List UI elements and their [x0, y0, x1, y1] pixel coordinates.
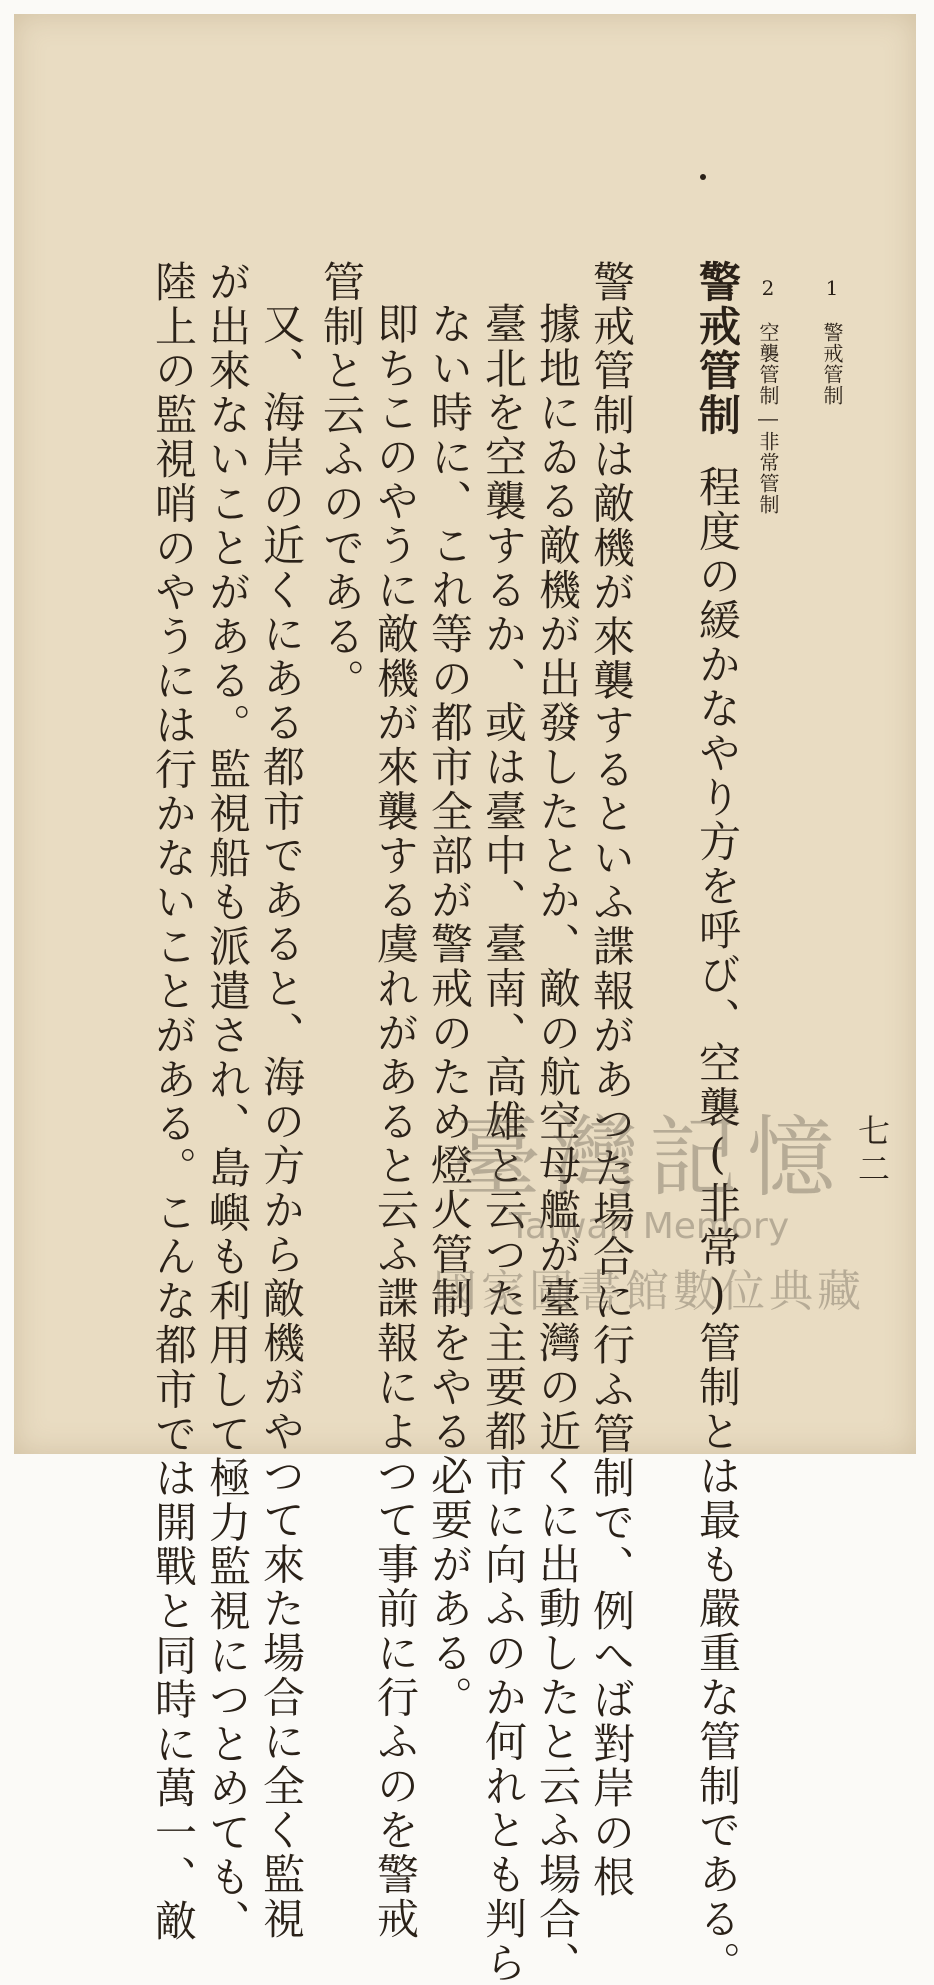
text-line: 陸上の監視哨のやうには行かないことがある。こんな都市では開戰と同時に萬一、敵 [149, 260, 198, 1944]
text-line: 程度の緩かなやり方を呼び、空襲(非常)管制とは最も嚴重な管制である。 [693, 465, 742, 1985]
text-line: 管制と云ふのである。 [317, 260, 366, 703]
watermark-institution: 國家圖書館數位典藏 [433, 1266, 865, 1317]
text-line: が出來ないことがある。監視船も派遣され、島嶼も利用して極力監視につとめても、 [203, 260, 252, 1944]
page-number: 七二 [853, 1114, 891, 1190]
text-line: 臺北を空襲するか、或は臺中、臺南、高雄と云つた主要都市に向ふのか何れとも判ら [479, 302, 528, 1985]
watermark [414, 1106, 884, 1364]
header-item-2: 2 空襲管制―非常管制 [756, 276, 780, 515]
header-item-1: 1 警戒管制 [820, 276, 844, 406]
ink-speck [700, 174, 706, 180]
text-line: 又、海岸の近くにある都市であると、海の方から敵機がやつて來た場合に全く監視 [257, 302, 306, 1942]
watermark-english: Taiwan Memory [508, 1206, 790, 1247]
text-line: 警戒管制は敵機が來襲するといふ諜報があつた場合に行ふ管制で、例へば對岸の根 [587, 260, 636, 1900]
text-line: 據地にゐる敵機が出發したとか、敵の航空母艦が臺灣の近くに出動したと云ふ場合、 [533, 302, 582, 1985]
section-heading: 警戒管制 [693, 260, 742, 438]
watermark-chinese: 臺灣記憶 [452, 1106, 845, 1209]
text-line: 即ちこのやうに敵機が來襲する虞れがあると云ふ諜報によつて事前に行ふのを警戒 [371, 302, 420, 1942]
text-line: ない時に、これ等の都市全部が警戒のため燈火管制をやる必要がある。 [425, 302, 474, 1720]
book-page [14, 14, 916, 1985]
